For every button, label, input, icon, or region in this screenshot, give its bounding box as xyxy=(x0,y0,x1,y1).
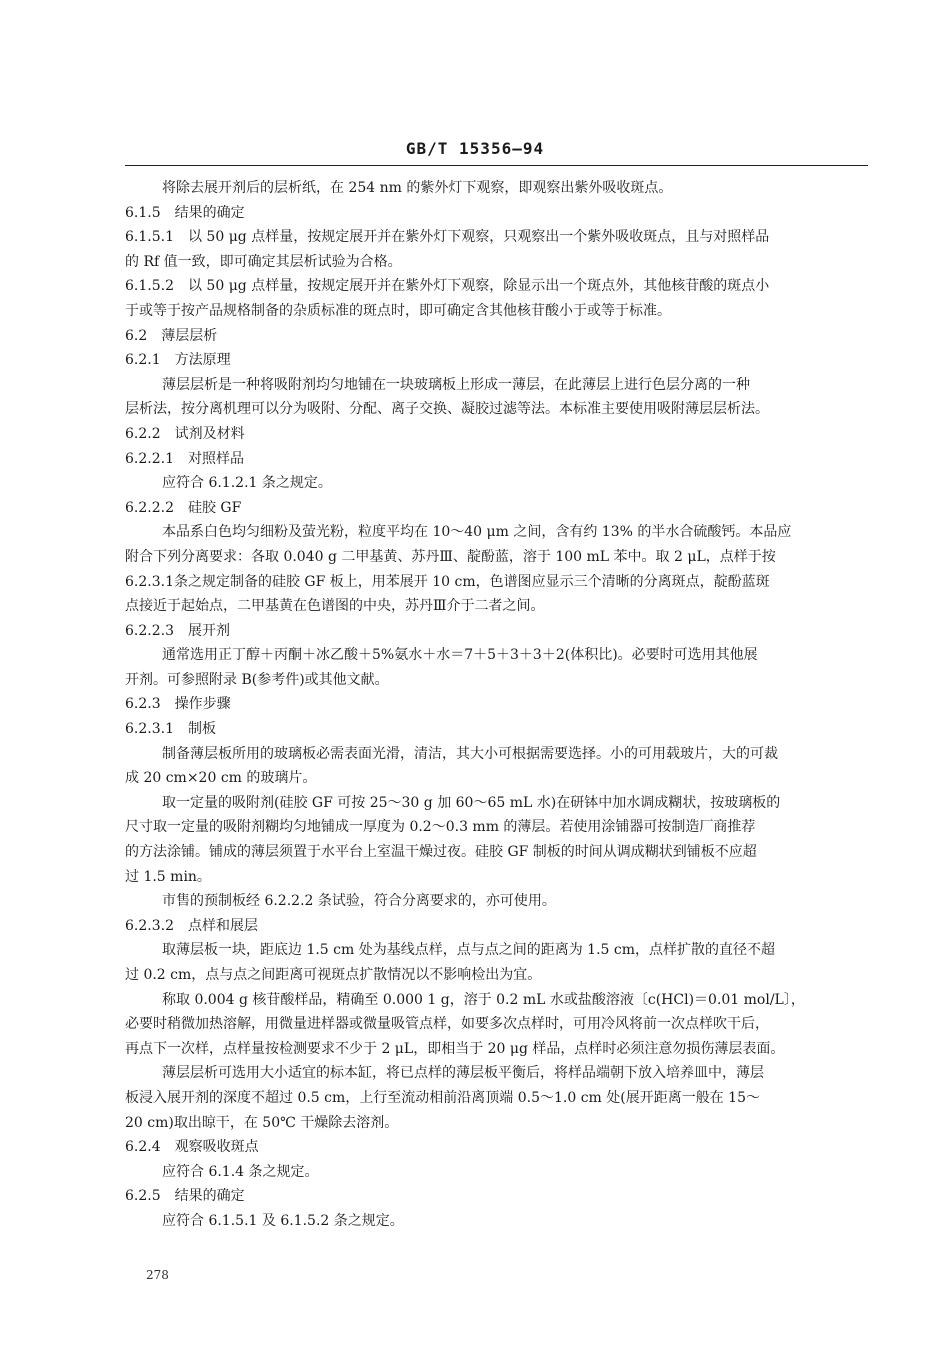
section-heading: 6.2.2 试剂及材料 xyxy=(125,425,245,442)
text-line: 取一定量的吸附剂(硅胶 GF 可按 25～30 g 加 60～65 mL 水)在研钵中加水调成糊状，按玻璃板的 xyxy=(162,794,781,811)
text-line: 取薄层板一块，距底边 1.5 cm 处为基线点样，点与点之间的距离为 1.5 cm，点样扩散的直径不超 xyxy=(162,942,776,959)
standard-code-header: GB/T 15356—94 xyxy=(405,139,545,158)
section-heading: 6.1.5 结果的确定 xyxy=(125,204,245,221)
text-line: 开剂。可参照附录 B(参考件)或其他文献。 xyxy=(125,671,389,688)
section-heading: 6.2.3.1 制板 xyxy=(125,721,216,738)
text-line: 称取 0.004 g 核苷酸样品，精确至 0.000 1 g，溶于 0.2 mL 水或盐酸溶液〔c(HCl)＝0.01 mol/L〕， xyxy=(162,991,805,1008)
section-heading: 6.2.3 操作步骤 xyxy=(125,696,231,713)
text-line: 点接近于起始点，二甲基黄在色谱图的中央，苏丹Ⅲ介于二者之间。 xyxy=(125,598,545,615)
section-heading: 6.2 薄层层析 xyxy=(125,327,218,344)
text-line: 薄层层析可选用大小适宜的标本缸，将已点样的薄层板平衡后，将样品端朝下放入培养皿中，薄层 xyxy=(162,1065,764,1082)
text-line: 制备薄层板所用的玻璃板必需表面光滑，清洁，其大小可根据需要选择。小的可用载玻片，大的可裁 xyxy=(162,745,778,762)
text-line: 通常选用正丁醇＋丙酮＋冰乙酸＋5%氨水＋水＝7＋5＋3＋3＋2(体积比)。必要时可选用其他展 xyxy=(162,647,758,664)
text-line: 6.2.3.1条之规定制备的硅胶 GF 板上，用苯展开 10 cm，色谱图应显示三个清晰的分离斑点，靛酚蓝斑 xyxy=(125,573,770,590)
section-heading: 6.2.2.2 硅胶 GF xyxy=(125,499,242,516)
text-line: 市售的预制板经 6.2.2.2 条试验，符合分离要求的，亦可使用。 xyxy=(162,893,556,910)
text-line: 于或等于按产品规格制备的杂质标准的斑点时，即可确定含其他核苷酸小于或等于标准。 xyxy=(125,302,671,319)
text-line: 的 Rf 值一致，即可确定其层析试验为合格。 xyxy=(125,253,402,270)
text-line: 本品系白色均匀细粉及萤光粉，粒度平均在 10～40 μm 之间，含有约 13% 的半水合硫酸钙。本品应 xyxy=(162,524,792,541)
text-line: 应符合 6.1.5.1 及 6.1.5.2 条之规定。 xyxy=(162,1212,404,1229)
text-line: 应符合 6.1.4 条之规定。 xyxy=(162,1163,319,1180)
text-line: 将除去展开剂后的层析纸，在 254 nm 的紫外灯下观察，即观察出紫外吸收斑点。 xyxy=(162,180,673,196)
text-line: 薄层层析是一种将吸附剂均匀地铺在一块玻璃板上形成一薄层，在此薄层上进行色层分离的一种 xyxy=(162,376,750,393)
header-rule xyxy=(125,165,868,166)
text-line: 必要时稍微加热溶解，用微量进样器或微量吸管点样，如要多次点样时，可用冷风将前一次点样吹干后， xyxy=(125,1016,769,1033)
page-number: 278 xyxy=(146,1268,169,1282)
document-body xyxy=(125,176,868,1234)
text-line: 6.1.5.2 以 50 μg 点样量，按规定展开并在紫外灯下观察，除显示出一个斑点外，其他核苷酸的斑点小 xyxy=(125,278,770,295)
text-line: 附合下列分离要求：各取 0.040 g 二甲基黄、苏丹Ⅲ、靛酚蓝，溶于 100 mL 苯中。取 2 μL，点样于按 xyxy=(125,548,776,565)
section-heading: 6.2.2.1 对照样品 xyxy=(125,450,244,467)
text-line: 再点下一次样，点样量按检测要求不少于 2 μL，即相当于 20 μg 样品，点样时必须注意勿损伤薄层表面。 xyxy=(125,1040,785,1057)
text-line: 过 0.2 cm，点与点之间距离可视斑点扩散情况以不影响检出为宜。 xyxy=(125,967,542,983)
text-line: 的方法涂铺。铺成的薄层须置于水平台上室温干燥过夜。硅胶 GF 制板的时间从调成糊状到铺板不应超 xyxy=(125,844,757,861)
section-heading: 6.2.1 方法原理 xyxy=(125,352,231,369)
text-line: 20 cm)取出晾干，在 50℃ 干燥除去溶剂。 xyxy=(125,1114,399,1131)
section-heading: 6.2.3.2 点样和展层 xyxy=(125,917,258,934)
section-heading: 6.2.2.3 展开剂 xyxy=(125,622,230,639)
text-line: 板浸入展开剂的深度不超过 0.5 cm，上行至流动相前沿离顶端 0.5～1.0 cm 处(展开距离一般在 15～ xyxy=(125,1089,761,1106)
section-heading: 6.2.4 观察吸收斑点 xyxy=(125,1139,259,1156)
text-line: 层析法，按分离机理可以分为吸附、分配、离子交换、凝胶过滤等法。本标准主要使用吸附薄层层析法。 xyxy=(125,401,769,418)
text-line: 尺寸取一定量的吸附剂糊均匀地铺成一厚度为 0.2～0.3 mm 的薄层。若使用涂铺器可按制造厂商推荐 xyxy=(125,819,756,836)
text-line: 应符合 6.1.2.1 条之规定。 xyxy=(162,475,332,492)
text-line: 过 1.5 min。 xyxy=(125,868,211,885)
text-line: 成 20 cm×20 cm 的玻璃片。 xyxy=(125,770,317,787)
section-heading: 6.2.5 结果的确定 xyxy=(125,1188,245,1205)
text-line: 6.1.5.1 以 50 μg 点样量，按规定展开并在紫外灯下观察，只观察出一个紫外吸收斑点，且与对照样品 xyxy=(125,229,770,246)
